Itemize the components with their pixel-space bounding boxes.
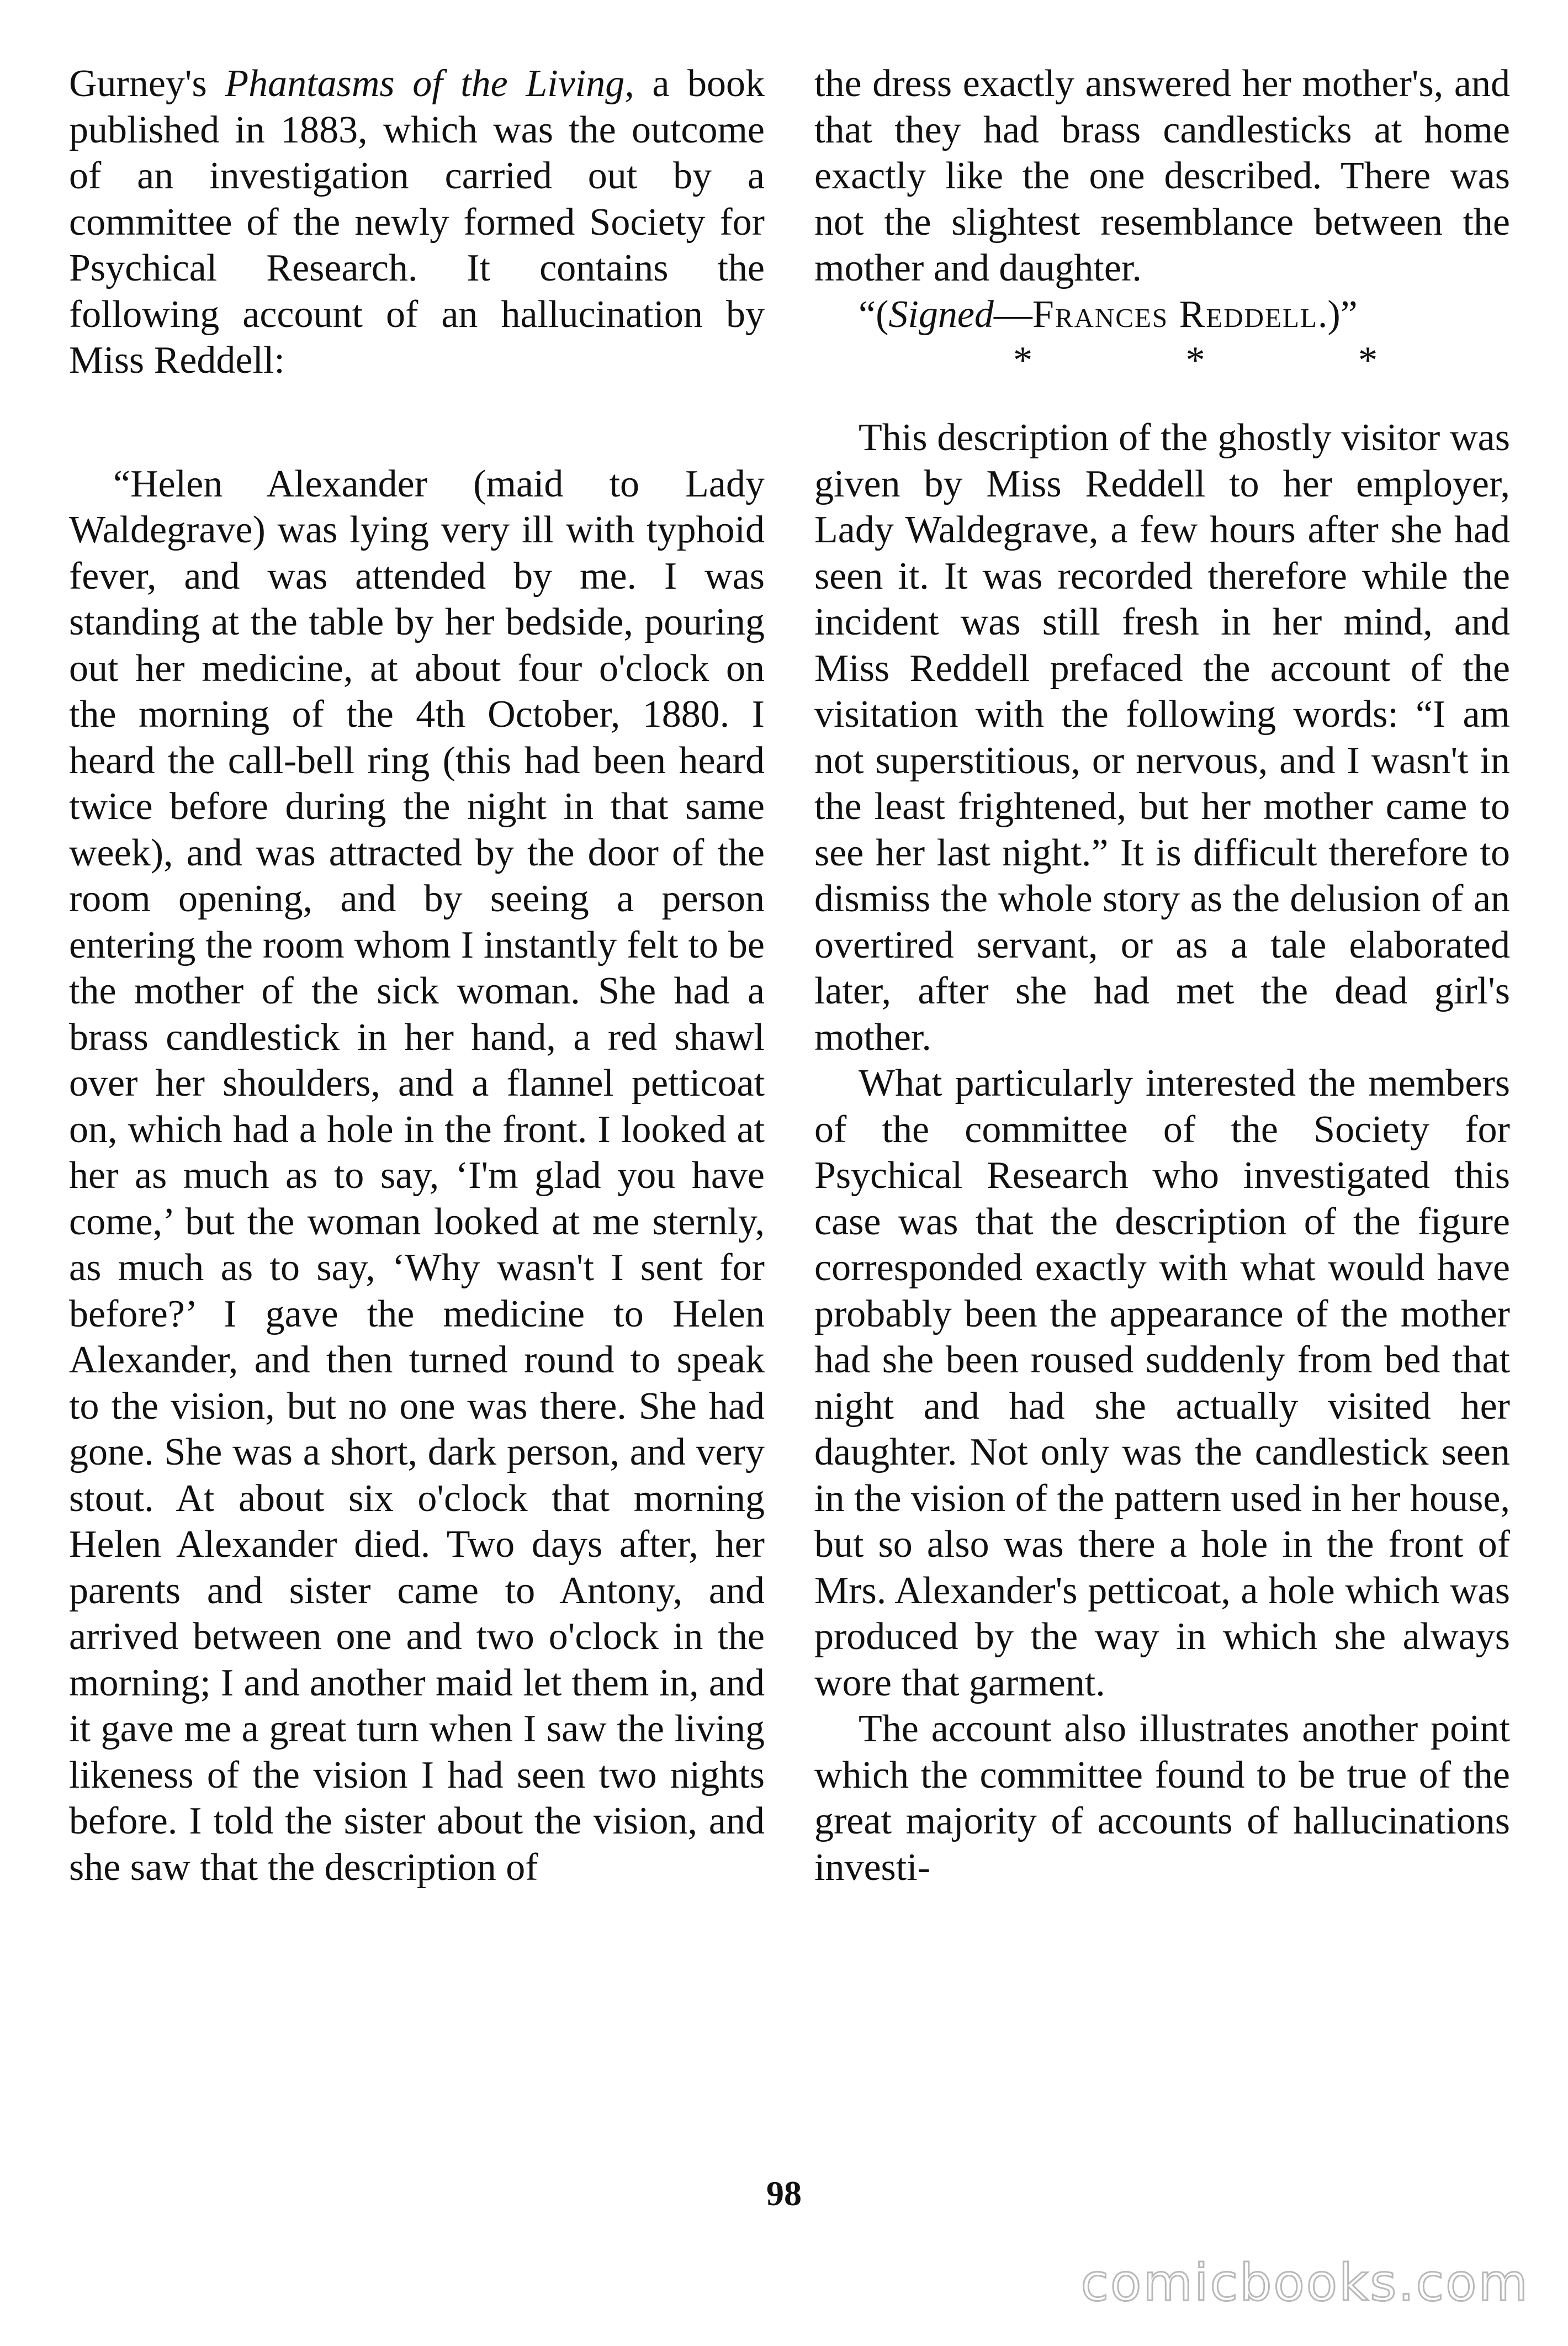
watermark: comicbooks.com [1080, 2253, 1529, 2312]
signature-line [814, 292, 1510, 338]
body-paragraph-1: This description of the ghostly visitor was given by Miss Reddell to her employer, Lady Waldegrave, a few hours after she had seen it. It was recorded therefore while the incident was still fresh in her mind, and Miss Reddell prefaced the account of the visitation with the following words: “I am not superstitious, or nervous, and I wasn't in the least frightened, but her mother came to see her last night.” It is difficult therefore to dismiss the whole story as the delusion of an overtired servant, or as a tale elaborated later, after she had met the dead girl's mother. [814, 416, 1510, 1059]
intro-text-start: Gurney's [69, 62, 225, 105]
body-paragraph-2: What particularly interested the members of the committee of the Society for Psychical Research who investigated this case was that the description of the figure corresponded exactly with what would have probably been the appearance of the mother had she been roused suddenly from bed that night and had she actually visited her daughter. Not only was the candlestick seen in the vision of the pattern used in her house, but so also was there a hole in the front of Mrs. Alexander's petticoat, a hole which was produced by the way in which she always wore that garment. [814, 1062, 1510, 1704]
section-separator: * * * [1013, 339, 1378, 382]
signature-open: “( [859, 293, 889, 336]
signature-dash: — [993, 293, 1032, 336]
signature-name: Frances Reddell [1032, 293, 1318, 336]
signature-close: .)” [1317, 293, 1358, 336]
left-column [69, 61, 765, 1890]
signature-signed: Signed [888, 293, 994, 336]
page-number: 98 [766, 2174, 802, 2213]
book-title: Phantasms of the Living, [225, 62, 634, 105]
intro-text-end: a book published in 1883, which was the outcome of an investigation carried out by a committee of the newly formed Society for Psychical Research. It contains the following account of an hallucination by Miss Reddell: [69, 62, 765, 382]
account-continuation: the dress exactly answered her mother's, and that they had brass candlesticks at home exactly like the one described. There was not the slightest resemblance between the mother and daughter. [814, 62, 1510, 289]
intro-paragraph [69, 61, 765, 384]
quoted-account: “Helen Alexander (maid to Lady Waldegrave) was lying very ill with typhoid fever, and was attended by me. I was standing at the table by her bedside, pouring out her medicine, at about four o'clock on the morning of the 4th October, 1880. I heard the call-bell ring (this had been heard twice before during the night in that same week), and was attracted by the door of the room opening, and by seeing a person entering the room whom I instantly felt to be the mother of the sick woman. She had a brass candlestick in her hand, a red shawl over her shoulders, and a flannel petticoat on, which had a hole in the front. I looked at her as much as to say, ‘I'm glad you have come,’ but the woman looked at me sternly, as much as to say, ‘Why wasn't I sent for before?’ I gave the medicine to Helen Alexander, and then turned round to speak to the vision, but no one was there. She had gone. She was a short, dark person, and very stout. At about six o'clock that morning Helen Alexander died. Two days after, her parents and sister came to Antony, and arrived between one and two o'clock in the morning; I and another maid let them in, and it gave me a great turn when I saw the living likeness of the vision I had seen two nights before. I told the sister about the vision, and she saw that the description of [69, 462, 765, 1889]
right-column [814, 61, 1510, 1890]
body-paragraph-3: The account also illustrates another point which the committee found to be true of the great majority of accounts of hallucinations investi- [814, 1708, 1510, 1889]
